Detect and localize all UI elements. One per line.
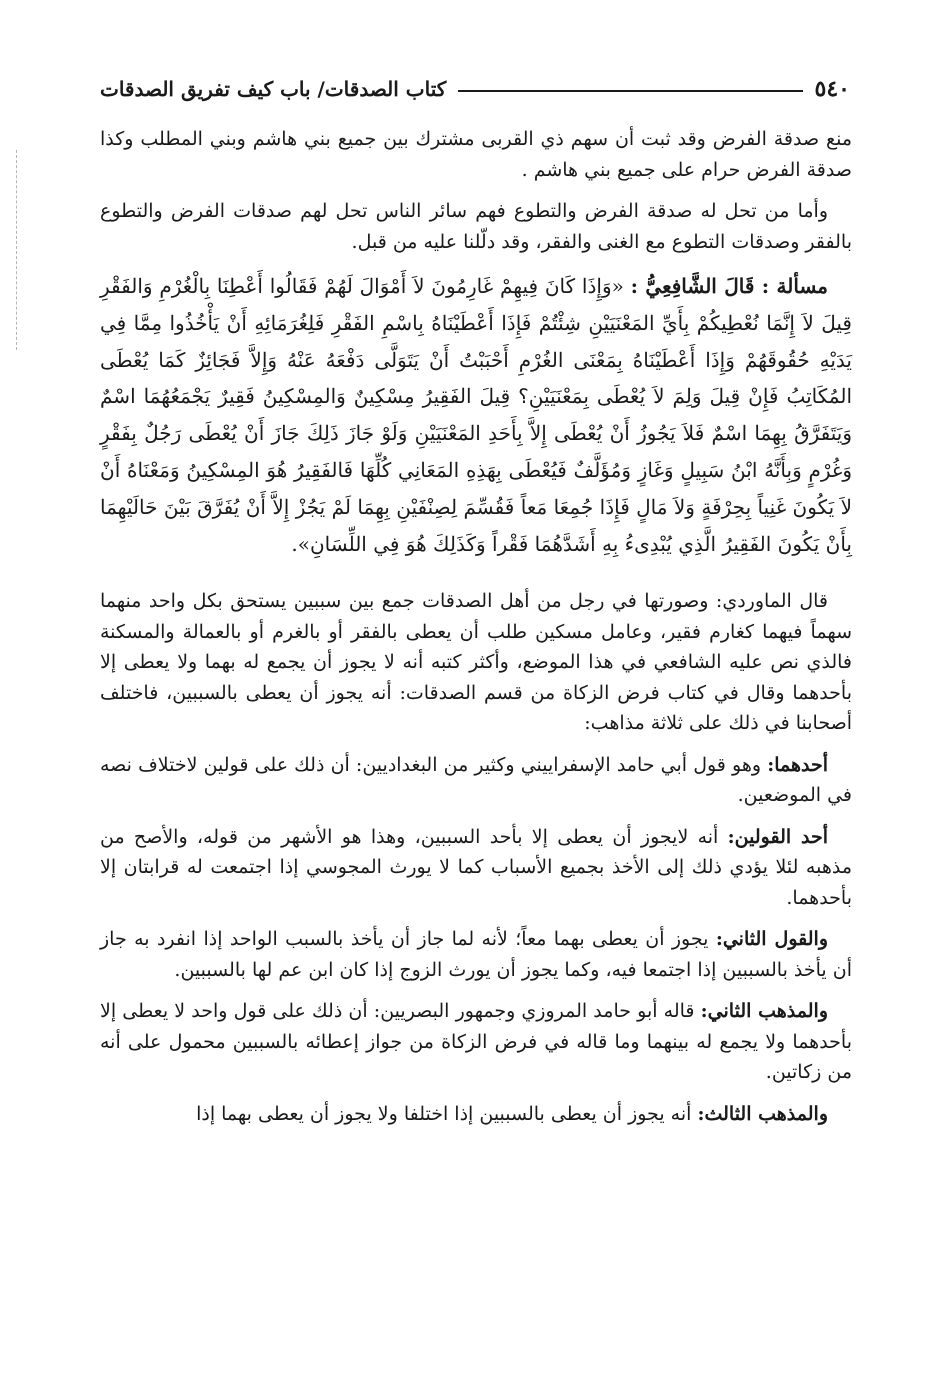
page-number: ٥٤٠	[814, 76, 850, 102]
paragraph-recipients	[100, 196, 852, 257]
spacer	[100, 739, 852, 750]
spacer	[100, 257, 852, 268]
paragraph-third-madhhab	[100, 1099, 852, 1130]
spacer	[100, 562, 852, 586]
paragraph-lead: والقول الثاني:	[715, 928, 828, 951]
header-rule	[458, 90, 802, 92]
paragraph-lead: والمذهب الثاني:	[700, 1000, 828, 1023]
paragraph-text: وهو قول أبي حامد الإسفراييني وكثير من البغداديين: أن ذلك على قولين لاختلاف نصه في الموضعين.	[100, 753, 852, 807]
paragraph-first-saying	[100, 822, 852, 914]
paragraph-text: أنه يجوز أن يعطى بالسببين إذا اختلفا ولا يجوز أن يعطى بهما إذا	[196, 1102, 692, 1125]
spacer	[100, 913, 852, 924]
paragraph-second-saying	[100, 924, 852, 985]
paragraph-lead: أحد القولين:	[727, 825, 829, 848]
paragraph-lead: والمذهب الثالث:	[697, 1102, 828, 1125]
masala-shafii	[100, 268, 852, 562]
scan-margin-mark	[16, 150, 17, 350]
paragraph-text: قاله أبو حامد المروزي وجمهور البصريين: أن ذلك على قول واحد لا يعطى إلا بأحدهما ولا يجمع له بينهما وما قاله في فرض الزكاة من جواز إعطائه بالسببين محمول على أنه من زكاتين.	[100, 1000, 852, 1084]
paragraph-continuation	[100, 124, 852, 185]
paragraph-text: منع صدقة الفرض وقد ثبت أن سهم ذي القربى مشترك بين جميع بني هاشم وبني المطلب وكذا صدقة الفرض حرام على جميع بني هاشم .	[100, 128, 852, 181]
paragraph-lead: أحدهما:	[767, 753, 828, 776]
paragraph-text: يجوز أن يعطى بهما معاً؛ لأنه لما جاز أن يأخذ بالسبب الواحد إذا انفرد به جاز أن يأخذ بالسببين إذا اجتمعا فيه، وكما يجوز أن يورث الزوج إذا كان ابن عم لها بالسببين.	[100, 928, 852, 981]
spacer	[100, 1088, 852, 1099]
paragraph-mawardi	[100, 586, 852, 739]
running-title: كتاب الصدقات/ باب كيف تفريق الصدقات	[100, 77, 447, 101]
masala-heading: مسألة : قَالَ الشَّافِعِيُّ :	[630, 274, 829, 298]
paragraph-text: أنه لايجوز أن يعطى إلا بأحد السببين، وهذا هو الأشهر من قوله، والأصح من مذهبه لئلا يؤدي ذلك إلى الأخذ بجميع الأسباب كما لا يورث المجوسي إذا اجتمعت له قرابتان إلا بأحدهما.	[100, 825, 852, 909]
running-header	[100, 72, 850, 106]
page-body	[100, 124, 852, 1129]
spacer	[100, 985, 852, 996]
spacer	[100, 185, 852, 196]
paragraph-text: قال الماوردي: وصورتها في رجل من أهل الصدقات جمع بين سببين يستحق بكل واحد منهما سهماً فيهما كغارم فقير، وعامل مسكين طلب أن يعطى بالفقر أو بالغرم أو بالعمالة والمسكنة فالذي نص عليه الشافعي في هذا الموضع، وأكثر كتبه أنه لا يجوز أن يجمع له بهما ولا يعطى إلا بأحدهما وقال في كتاب فرض الزكاة من قسم الصدقات: أنه يجوز أن يعطى بالسببين، فاختلف أصحابنا في ذلك على ثلاثة مذاهب:	[100, 590, 852, 735]
spacer	[100, 811, 852, 822]
masala-text: «وَإِذَا كَانَ فِيهِمْ غَارِمُونَ لاَ أَمْوَالَ لَهُمْ فَقَالُوا أَعْطِنَا بِالْغُرْمِ وَالفَقْرِ قِيلَ لاَ إِنَّمَا نُعْطِيكُمْ بِأَيِّ المَعْنَيَيْنِ شِئْتُمْ فَإِذَا أَعْطَيْنَاهُ بِاسْمِ الفَقْرِ فَلِغُرَمَائِهِ أَنْ يَأْخُذُوا مِمَّا فِي يَدَيْهِ حُقُوقَهُمْ وَإِذَا أَعْطَيْنَاهُ بِمَعْنَى الغُرْمِ أَحْبَبْتُ أَنْ يَتَوَلَّى دَفْعَهُ عَنْهُ وَإِلاَّ فَجَائِزٌ كَمَا يُعْطَى المُكَاتِبُ فَإِنْ قِيلَ وَلِمَ لاَ يُعْطَى بِمَعْنَيَيْنِ؟ قِيلَ الفَقِيرُ مِسْكِينٌ وَالمِسْكِينُ فَقِيرٌ يَجْمَعُهُمَا اسْمٌ وَيَتَفَرَّقُ بِهِمَا اسْمٌ فَلاَ يَجُوزُ أَنْ يُعْطَى إِلاَّ بِأَحَدِ المَعْنَيَيْنِ وَلَوْ جَازَ ذَلِكَ جَازَ أَنْ يُعْطَى رَجُلٌ بِفَقْرٍ وَغُرْمٍ وَبِأَنَّهُ ابْنُ سَبِيلٍ وَغَازٍ وَمُؤَلَّفٌ فَيُعْطَى بِهَذِهِ المَعَانِي كُلِّهَا فَالفَقِيرُ هُوَ المِسْكِينُ وَمَعْنَاهُ أَنْ لاَ يَكُونَ غَنِياً بِحِرْفَةٍ وَلاَ مَالٍ فَإِذَا جُمِعَا مَعاً فَقُسِّمَ لِصِنْفَيْنِ بِهِمَا لَمْ يَجُزْ إِلاَّ أَنْ يُفَرَّقَ بَيْنَ حَالَيْهِمَا بِأَنْ يَكُونَ الفَقِيرُ الَّذِي يُبْدِىءُ بِهِ أَشَدَّهُمَا فَقْراً وَكَذَلِكَ هُوَ فِي اللِّسَانِ».	[100, 274, 853, 556]
paragraph-second-madhhab	[100, 996, 852, 1088]
paragraph-text: وأما من تحل له صدقة الفرض والتطوع فهم سائر الناس تحل لهم صدقات الفرض والتطوع بالفقر وصدقات التطوع مع الغنى والفقر، وقد دلّلنا عليه من قبل.	[100, 200, 852, 253]
paragraph-first-view	[100, 750, 852, 811]
